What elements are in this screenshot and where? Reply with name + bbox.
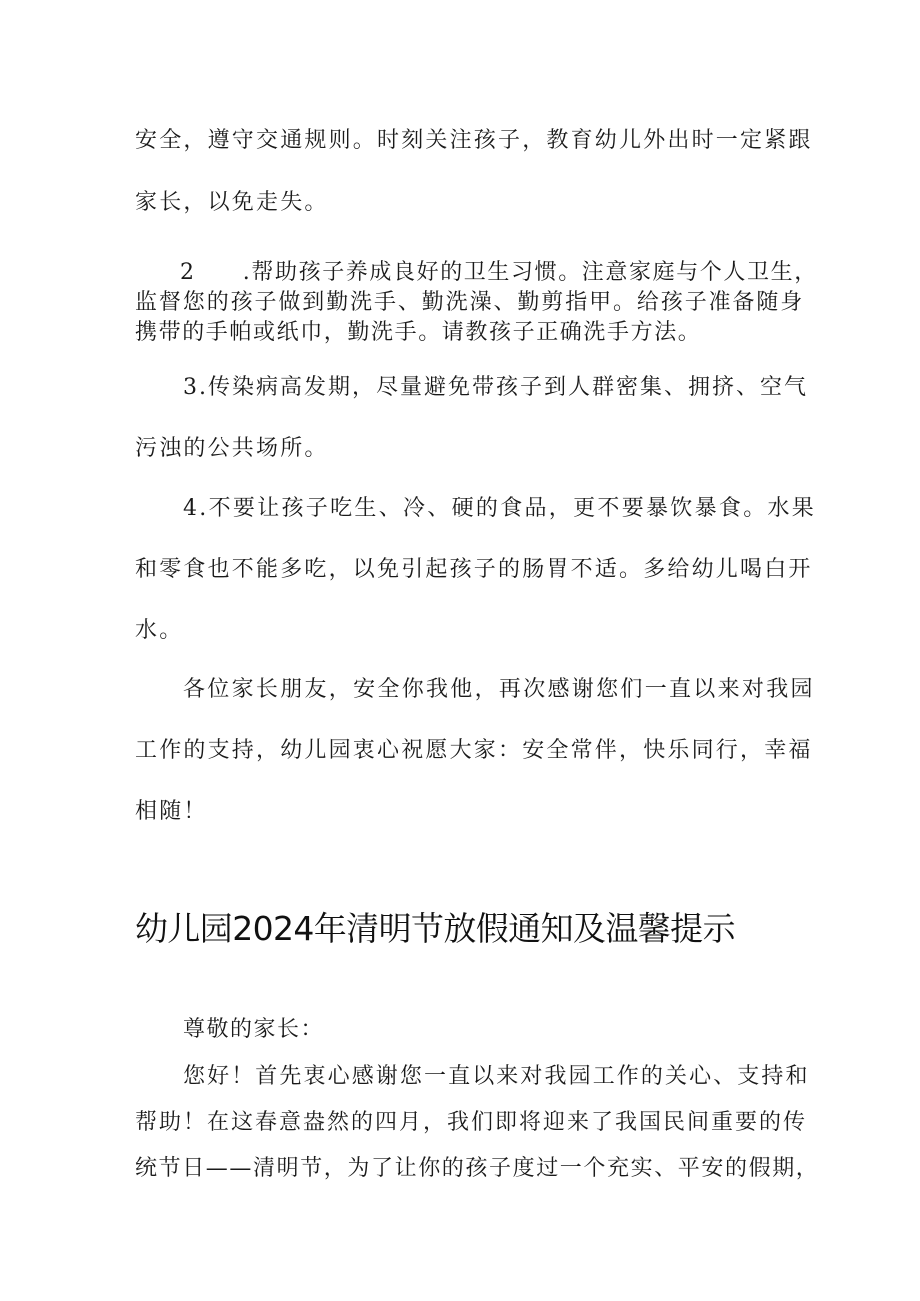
text-line: 污浊的公共场所。	[135, 436, 329, 461]
text-line: 工作的支持，幼儿园衷心祝愿大家：安全常伴，快乐同行，幸福	[135, 738, 813, 763]
text-line: 家长，以免走失。	[135, 190, 329, 215]
salutation: 尊敬的家长：	[183, 1017, 325, 1042]
page-title: 幼儿园2024年清明节放假通知及温馨提示	[135, 909, 735, 948]
text-line: 帮助！在这春意盎然的四月，我们即将迎来了我国民间重要的传	[135, 1110, 808, 1135]
text-line: 2 .帮助孩子养成良好的卫生习惯。注意家庭与个人卫生，	[180, 260, 818, 285]
text-line: 您好！首先衷心感谢您一直以来对我园工作的关心、支持和	[183, 1064, 810, 1089]
text-line: 统节日——清明节，为了让你的孩子度过一个充实、平安的假期，	[135, 1156, 820, 1181]
text-line: 携带的手帕或纸巾，勤洗手。请教孩子正确洗手方法。	[135, 320, 702, 345]
text-line: 水。	[135, 618, 184, 643]
text-line: 安全，遵守交通规则。时刻关注孩子，教育幼儿外出时一定紧跟	[135, 128, 813, 153]
text-line: 4.不要让孩子吃生、冷、硬的食品，更不要暴饮暴食。水果	[183, 496, 817, 521]
text-line: 和零食也不能多吃，以免引起孩子的肠胃不适。多给幼儿喝白开	[135, 557, 813, 582]
text-line: 监督您的孩子做到勤洗手、勤洗澡、勤剪指甲。给孩子准备随身	[135, 290, 805, 315]
text-line: 相随！	[135, 799, 208, 824]
text-line: 各位家长朋友，安全你我他，再次感谢您们一直以来对我园	[183, 677, 815, 702]
text-line: 3.传染病高发期，尽量避免带孩子到人群密集、拥挤、空气	[183, 375, 808, 400]
